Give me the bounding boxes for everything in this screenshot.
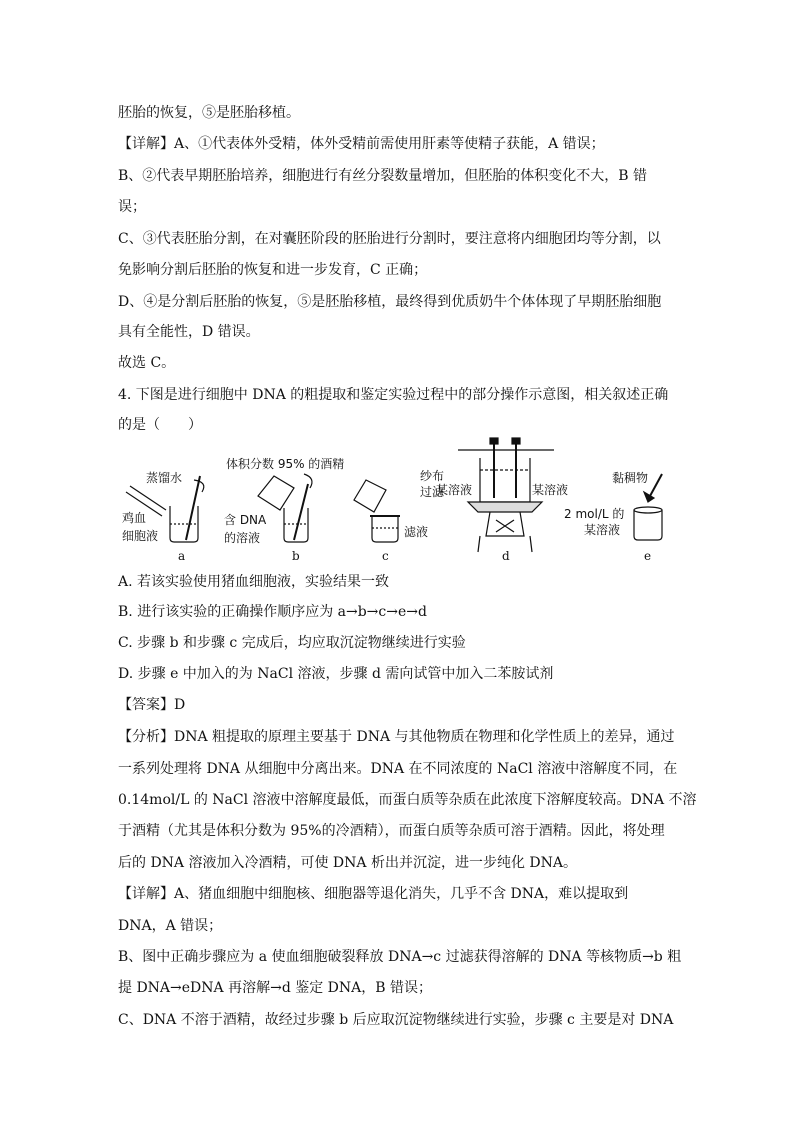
experiment-figure: [118, 436, 674, 566]
text-line: 胚胎的恢复，⑤是胚胎移植。: [118, 105, 300, 121]
detail-line: 【详解】A、猪血细胞中细胞核、细胞器等退化消失，几乎不含 DNA，难以提取到: [118, 886, 629, 902]
label-filtrate: 滤液: [404, 525, 429, 539]
label-gauze-2: 过滤: [420, 485, 445, 499]
text-line: B、②代表早期胚胎培养，细胞进行有丝分裂数量增加，但胚胎的体积变化不大，B 错: [118, 168, 648, 184]
text-line: 误；: [118, 199, 146, 215]
caption-a: a: [178, 549, 186, 563]
option-b: B. 进行该实验的正确操作顺序应为 a→b→c→e→d: [118, 604, 427, 620]
option-d: D. 步骤 e 中加入的为 NaCl 溶液，步骤 d 需向试管中加入二苯胺试剂: [118, 666, 554, 682]
label-e-solution-2: 某溶液: [584, 523, 621, 537]
answer: 【答案】D: [118, 697, 186, 713]
analysis-line: 于酒精（尤其是体积分数为 95%的冷酒精），而蛋白质等杂质可溶于酒精。因此，将处理: [118, 823, 665, 839]
label-gauze: 纱布: [420, 469, 445, 483]
text-line: C、③代表胚胎分割，在对囊胚阶段的胚胎进行分割时，要注意将内细胞团均等分割，以: [118, 231, 661, 247]
question-stem: 4. 下图是进行细胞中 DNA 的粗提取和鉴定实验过程中的部分操作示意图，相关叙述正确: [118, 387, 669, 403]
caption-e: e: [644, 549, 652, 563]
label-dna-solution: 含 DNA: [224, 513, 267, 527]
label-ethanol: 体积分数 95% 的酒精: [226, 457, 345, 471]
analysis-line: 0.14mol/L 的 NaCl 溶液中溶解度最低，而蛋白质等杂质在此浓度下溶解度较高。DNA 不溶: [118, 792, 697, 808]
option-a: A. 若该实验使用猪血细胞液，实验结果一致: [118, 574, 390, 590]
label-dna-solution-2: 的溶液: [224, 531, 261, 545]
text-line: D、④是分割后胚胎的恢复，⑤是胚胎移植，最终得到优质奶牛个体体现了早期胚胎细胞: [118, 294, 662, 310]
question-stem: 的是（ ）: [118, 417, 202, 433]
label-e-solution: 2 mol/L 的: [564, 507, 625, 521]
analysis-line: 【分析】DNA 粗提取的原理主要基于 DNA 与其他物质在物理和化学性质上的差异，通过: [118, 729, 675, 745]
analysis-line: 后的 DNA 溶液加入冷酒精，可使 DNA 析出并沉淀，进一步纯化 DNA。: [118, 855, 578, 871]
label-distilled-water: 蒸馏水: [146, 471, 183, 485]
label-chicken-blood-2: 细胞液: [122, 529, 159, 543]
detail-line: 提 DNA→eDNA 再溶解→d 鉴定 DNA，B 错误；: [118, 980, 433, 996]
step-b-apparatus: [258, 474, 312, 542]
text-line: 具有全能性，D 错误。: [118, 324, 260, 340]
label-d-solution-left: 某溶液: [436, 483, 473, 497]
text-line: 故选 C。: [118, 355, 176, 371]
label-d-solution-right: 某溶液: [532, 483, 569, 497]
caption-d: d: [502, 549, 510, 563]
caption-b: b: [292, 549, 300, 563]
text-line: 免影响分割后胚胎的恢复和进一步发育，C 正确；: [118, 262, 428, 278]
analysis-line: 一系列处理将 DNA 从细胞中分离出来。DNA 在不同浓度的 NaCl 溶液中溶解度不同，在: [118, 761, 678, 777]
detail-line: DNA，A 错误；: [118, 918, 223, 934]
label-sticky-substance: 黏稠物: [612, 471, 649, 485]
detail-line: B、图中正确步骤应为 a 使血细胞破裂释放 DNA→c 过滤获得溶解的 DNA 等核物质→b 粗: [118, 949, 682, 965]
detail-line: C、DNA 不溶于酒精，故经过步骤 b 后应取沉淀物继续进行实验，步骤 c 主要是对 DNA: [118, 1012, 674, 1028]
option-c: C. 步骤 b 和步骤 c 完成后，均应取沉淀物继续进行实验: [118, 635, 466, 651]
label-chicken-blood: 鸡血: [122, 511, 147, 525]
text-line: 【详解】A、①代表体外受精，体外受精前需使用肝素等使精子获能，A 错误；: [118, 136, 605, 152]
caption-c: c: [382, 549, 389, 563]
experiment-diagram: [118, 436, 674, 566]
step-c-apparatus: [354, 480, 400, 542]
